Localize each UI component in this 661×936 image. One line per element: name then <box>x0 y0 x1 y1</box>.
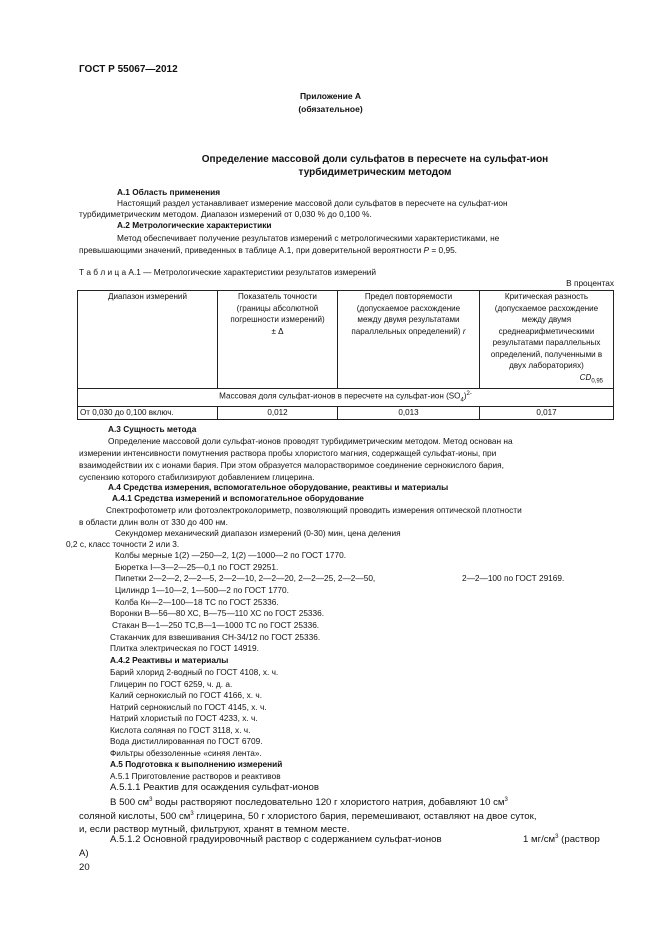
col-header-critical-difference: Критическая разность (допускаемое расхождение между двумя среднеарифметическими результатами параллельных определений, полученными в двух лабораториях) $CD_{0,95}$ <box>480 291 614 389</box>
calibration-solution-label: А) <box>79 848 89 859</box>
table-header-row <box>78 291 614 389</box>
section-a1-heading: А.1 Область применения <box>117 187 221 197</box>
calibration-solution-line: А.5.1.2 Основной градуировочный раствор с содержанием сульфат-ионов <box>110 834 442 845</box>
section-a1-text-2: турбидиметрическим методом. Диапазон измерений от 0,030 % до 0,100 %. <box>79 209 372 219</box>
equipment-line-2: в области длин волн от 330 до 400 нм. <box>79 517 228 527</box>
section-a511-heading: А.5.1.1 Реактив для осаждения сульфат-ионов <box>110 782 319 793</box>
section-a2-text-2: превышающими значений, приведенных в таблице А.1, при доверительной вероятности P = 0,95. <box>79 245 457 255</box>
method-title <box>150 153 600 179</box>
equipment-cylinder: Цилиндр 1—10—2, 1—500—2 по ГОСТ 1770. <box>115 585 289 595</box>
section-a3-text-4: суспензию которого стабилизируют добавлением глицерина. <box>79 472 315 482</box>
equipment-pipettes-cont: 2—2—100 по ГОСТ 29169. <box>462 573 565 583</box>
table-units: В процентах <box>566 278 614 288</box>
cell-critical-difference: 0,017 <box>480 407 614 420</box>
table-span-cell: Массовая доля сульфат-ионов в пересчете на сульфат-ион $(SO_4)^{2-}$ <box>78 388 614 407</box>
metrology-table <box>77 290 614 420</box>
equipment-flask-kn: Колба Кн—2—100—18 ТС по ГОСТ 25336. <box>115 597 279 607</box>
section-a2-heading: А.2 Метрологические характеристики <box>117 220 272 230</box>
section-a3-text-3: взаимодействии их с ионами бария. При этом образуется малорастворимое соединение сернокислого бария, <box>79 460 504 470</box>
equipment-line-3: Секундомер механический диапазон измерений (0-30) мин, цена деления <box>115 528 401 538</box>
section-a3-heading: А.3 Сущность метода <box>108 424 197 434</box>
reagent-item: Кислота соляная по ГОСТ 3118, х. ч. <box>110 725 251 735</box>
appendix-title: Приложение А <box>299 91 362 101</box>
reagent-item: Калий сернокислый по ГОСТ 4166, х. ч. <box>110 690 263 700</box>
cell-repeatability: 0,013 <box>338 407 480 420</box>
reagent-item: Фильтры обеззоленные «синяя лента». <box>110 748 262 758</box>
col-header-accuracy: Показатель точности (границы абсолютной погрешности измерений) ± Δ <box>218 291 338 389</box>
equipment-beaker: Стакан В—1—250 ТС,В—1—1000 ТС по ГОСТ 25336. <box>112 620 320 630</box>
equipment-burette: Бюретка I—3—2—25—0,1 по ГОСТ 29251. <box>115 562 279 572</box>
table-caption: Т а б л и ц а А.1 — Метрологические характеристики результатов измерений <box>79 267 377 277</box>
cell-delta: 0,012 <box>218 407 338 420</box>
equipment-line-4: 0,2 с, класс точности 2 или 3. <box>66 539 180 549</box>
col-header-range: Диапазон измерений <box>78 291 218 389</box>
section-a1-text-1: Настоящий раздел устанавливает измерение массовой доли сульфатов в пересчете на сульфат-ион <box>117 198 508 208</box>
cell-range: От 0,030 до 0,100 включ. <box>78 407 218 420</box>
reagent-prep-line-1: В 500 $см^3$ воды растворяют последовательно 120 г хлористого натрия, добавляют 10 $см^3$ <box>110 797 508 809</box>
reagent-item: Натрий хлористый по ГОСТ 4233, х. ч. <box>110 713 258 723</box>
section-a4-heading: А.4 Средства измерения, вспомогательное оборудование, реактивы и материалы <box>108 482 449 492</box>
table-span-row <box>78 388 614 407</box>
section-a2-text-1: Метод обеспечивает получение результатов измерений с метрологическими характеристиками, не <box>117 233 500 243</box>
section-a3-text-2: измерении интенсивности помутнения раствора пробы хлористого магния, содержащей сульфат-ионы, при <box>79 448 497 458</box>
reagent-prep-line-2: соляной кислоты, 500 $см^3$ глицерина, 50 г хлористого бария, перемешивают, оставляют на двое суток, <box>79 811 537 823</box>
equipment-weighing-bottle: Стаканчик для взвешивания СН-34/12 по ГОСТ 25336. <box>110 632 321 642</box>
col-header-repeatability: Предел повторяемости (допускаемое расхождение между двумя результатами параллельных определений) r <box>338 291 480 389</box>
table-row <box>78 407 614 420</box>
reagent-item: Глицерин по ГОСТ 6259, ч. д. а. <box>110 679 233 689</box>
equipment-funnels: Воронки В—56—80 ХС, В—75—110 ХС по ГОСТ 25336. <box>110 608 325 618</box>
appendix-heading <box>0 90 661 116</box>
calibration-solution-concentration: 1 $мг/см^3$ (раствор <box>523 834 600 846</box>
equipment-flasks: Колбы мерные 1(2) —250—2, 1(2) —1000—2 по ГОСТ 1770. <box>115 550 347 560</box>
reagent-item: Вода дистиллированная по ГОСТ 6709. <box>110 736 263 746</box>
equipment-hotplate: Плитка электрическая по ГОСТ 14919. <box>110 643 259 653</box>
standard-number: ГОСТ Р 55067—2012 <box>79 64 178 75</box>
reagent-prep-line-3: и, если раствор мутный, фильтруют, хранят в темном месте. <box>79 824 350 835</box>
section-a41-heading: А.4.1 Средства измерений и вспомогательное оборудование <box>112 493 364 503</box>
section-a51-heading: А.5.1 Приготовление растворов и реактивов <box>110 771 281 781</box>
page-number: 20 <box>79 862 90 873</box>
section-a42-heading: А.4.2 Реактивы и материалы <box>110 655 229 665</box>
section-a3-text-1: Определение массовой доли сульфат-ионов проводят турбидиметрическим методом. Метод основан на <box>108 436 513 446</box>
appendix-status: (обязательное) <box>298 104 363 114</box>
section-a5-heading: А.5 Подготовка к выполнению измерений <box>110 759 283 769</box>
reagent-item: Натрий сернокислый по ГОСТ 4145, х. ч. <box>110 702 267 712</box>
equipment-line-1: Спектрофотометр или фотоэлектроколориметр, позволяющий проводить измерения оптической плотности <box>106 505 522 515</box>
reagent-item: Барий хлорид 2-водный по ГОСТ 4108, х. ч. <box>110 667 279 677</box>
equipment-pipettes: Пипетки 2—2—2, 2—2—5, 2—2—10, 2—2—20, 2—2—25, 2—2—50, <box>115 573 376 583</box>
method-title-line-2: турбидиметрическим методом <box>298 167 452 178</box>
method-title-line-1: Определение массовой доли сульфатов в пересчете на сульфат-ион <box>201 154 549 165</box>
